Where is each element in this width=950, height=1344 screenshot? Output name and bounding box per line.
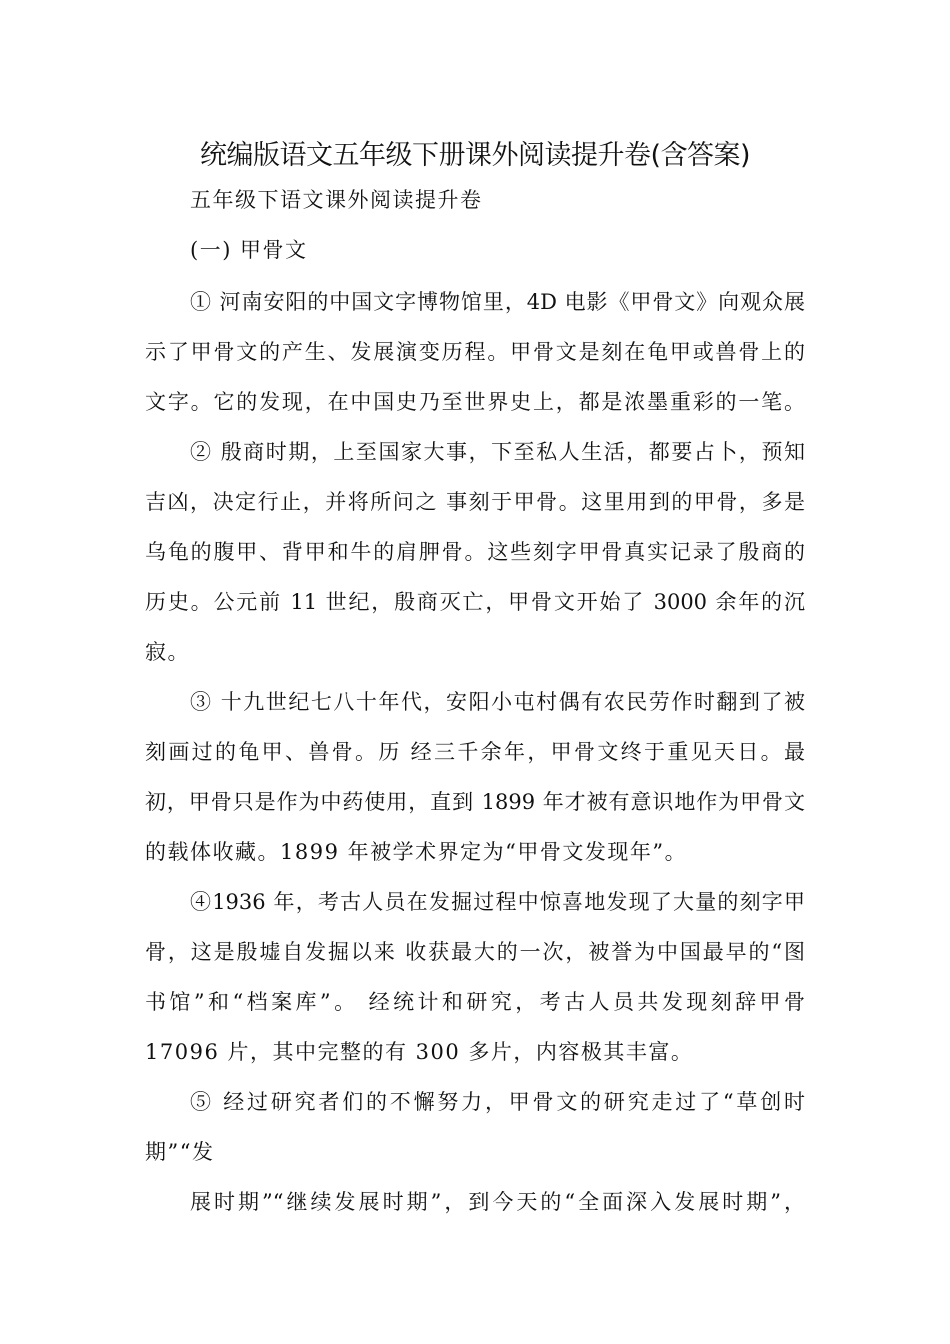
paragraph-line: 乌龟的腹甲、背甲和牛的肩胛骨。这些刻字甲骨真实记录了殷商的 xyxy=(145,540,805,564)
paragraph-line: ④1936 年，考古人员在发掘过程中惊喜地发现了大量的刻字甲 xyxy=(190,890,805,914)
paragraph-line: 骨，这是殷墟自发掘以来 收获最大的一次，被誉为中国最早的“图 xyxy=(145,940,805,964)
paragraph-line: 的载体收藏。1899 年被学术界定为“甲骨文发现年”。 xyxy=(145,840,688,864)
document-title: 统编版语文五年级下册课外阅读提升卷(含答案) xyxy=(199,140,751,171)
subtitle: 五年级下语文课外阅读提升卷 xyxy=(190,188,483,212)
paragraph-line: 寂。 xyxy=(145,640,190,664)
paragraph-line: 17096 片，其中完整的有 300 多片，内容极其丰富。 xyxy=(145,1040,694,1064)
paragraph-line: ⑤ 经过研究者们的不懈努力，甲骨文的研究走过了“草创时 xyxy=(190,1090,805,1114)
section-heading: (一) 甲骨文 xyxy=(190,238,308,262)
paragraph-line: 书馆”和“档案库”。 经统计和研究，考古人员共发现刻辞甲骨 xyxy=(145,990,805,1014)
paragraph-line: 展时期”“继续发展时期”，到今天的“全面深入发展时期”， xyxy=(190,1190,805,1214)
paragraph-line: 初，甲骨只是作为中药使用，直到 1899 年才被有意识地作为甲骨文 xyxy=(145,790,805,814)
paragraph-line: 历史。公元前 11 世纪，殷商灭亡，甲骨文开始了 3000 余年的沉 xyxy=(145,590,805,614)
paragraph-line: 吉凶，决定行止，并将所问之 事刻于甲骨。这里用到的甲骨，多是 xyxy=(145,490,805,514)
paragraph-line: 示了甲骨文的产生、发展演变历程。甲骨文是刻在龟甲或兽骨上的 xyxy=(145,340,805,364)
paragraph-line: ① 河南安阳的中国文字博物馆里，4D 电影《甲骨文》向观众展 xyxy=(190,290,805,314)
paragraph-line: 刻画过的龟甲、兽骨。历 经三千余年，甲骨文终于重见天日。最 xyxy=(145,740,805,764)
paragraph-line: 文字。它的发现，在中国史乃至世界史上，都是浓墨重彩的一笔。 xyxy=(145,390,805,414)
paragraph-line: 期”“发 xyxy=(145,1140,215,1164)
paragraph-line: ③ 十九世纪七八十年代，安阳小屯村偶有农民劳作时翻到了被 xyxy=(190,690,805,714)
paragraph-line: ② 殷商时期，上至国家大事，下至私人生活，都要占卜，预知 xyxy=(190,440,805,464)
